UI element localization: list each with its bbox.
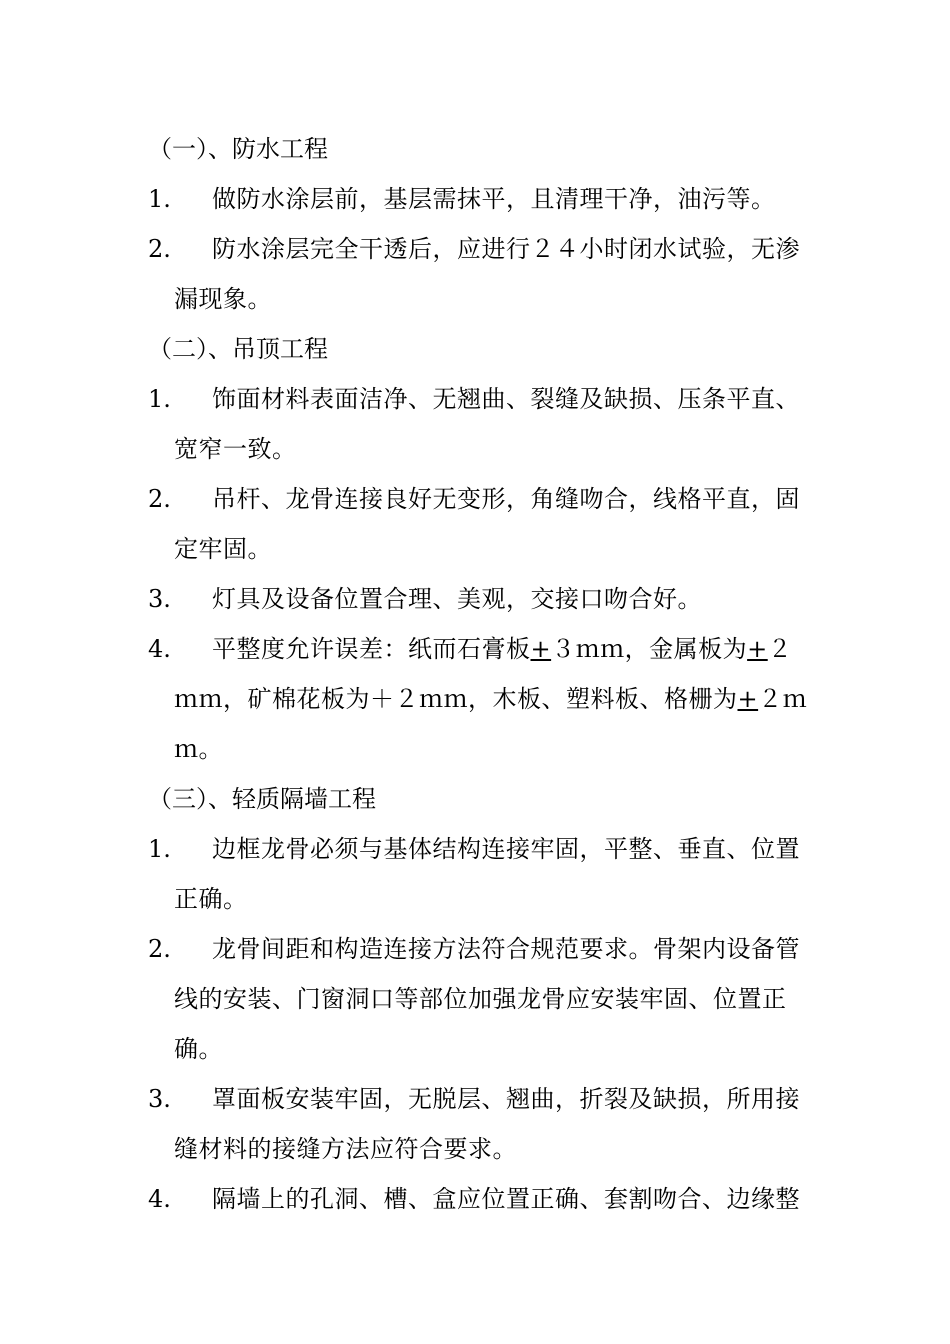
list-item (148, 174, 810, 224)
item-text: 吊杆、龙骨连接良好无变形，角缝吻合，线格平直，固定牢固。 (174, 485, 800, 563)
section-heading-waterproofing: （一）、防水工程 (148, 135, 328, 163)
plus-minus-sign: + (530, 635, 552, 663)
plus-minus-sign: + (747, 635, 768, 663)
item-number: 2. (148, 485, 171, 513)
list-item (148, 1074, 810, 1174)
item-number: 4. (148, 635, 171, 663)
list-item (148, 374, 810, 474)
section-heading-ceiling: （二）、吊顶工程 (148, 335, 328, 363)
item-text: 防水涂层完全干透后，应进行２４小时闭水试验，无渗漏现象。 (174, 235, 800, 313)
section-heading-partition-wall: （三）、轻质隔墙工程 (148, 785, 376, 813)
item-text: 灯具及设备位置合理、美观，交接口吻合好。 (212, 585, 702, 613)
list-item (148, 574, 810, 624)
item-text: 隔墙上的孔洞、槽、盒应位置正确、套割吻合、边缘整 (212, 1185, 800, 1213)
item-text: 龙骨间距和构造连接方法符合规范要求。骨架内设备管线的安装、门窗洞口等部位加强龙骨应安装牢固、位置正确。 (174, 935, 800, 1063)
list-item (148, 224, 810, 324)
document-body (148, 124, 810, 1224)
list-item (148, 824, 810, 924)
list-item (148, 1174, 810, 1224)
item-number: 4. (148, 1185, 171, 1213)
list-item (148, 474, 810, 574)
item-number: 3. (148, 1085, 171, 1113)
item-number: 1. (148, 835, 171, 863)
item-number: 1. (148, 385, 171, 413)
item-text: 饰面材料表面洁净、无翘曲、裂缝及缺损、压条平直、宽窄一致。 (174, 385, 800, 463)
item-number: 2. (148, 935, 171, 963)
item-number: 3. (148, 585, 171, 613)
list-item (148, 924, 810, 1074)
item-text: 做防水涂层前，基层需抹平，且清理干净，油污等。 (212, 185, 776, 213)
plus-minus-sign: + (737, 685, 759, 713)
item-number: 1. (148, 185, 171, 213)
item-text-tolerance: 平整度允许误差：纸而石膏板+３ｍｍ，金属板为+２ｍｍ，矿棉花板为＋２ｍｍ，木板、塑料板、格栅为+２ｍｍ。 (174, 635, 808, 763)
item-number: 2. (148, 235, 171, 263)
item-text: 罩面板安装牢固，无脱层、翘曲，折裂及缺损，所用接缝材料的接缝方法应符合要求。 (174, 1085, 800, 1163)
item-text: 边框龙骨必须与基体结构连接牢固，平整、垂直、位置正确。 (174, 835, 800, 913)
list-item (148, 624, 810, 774)
